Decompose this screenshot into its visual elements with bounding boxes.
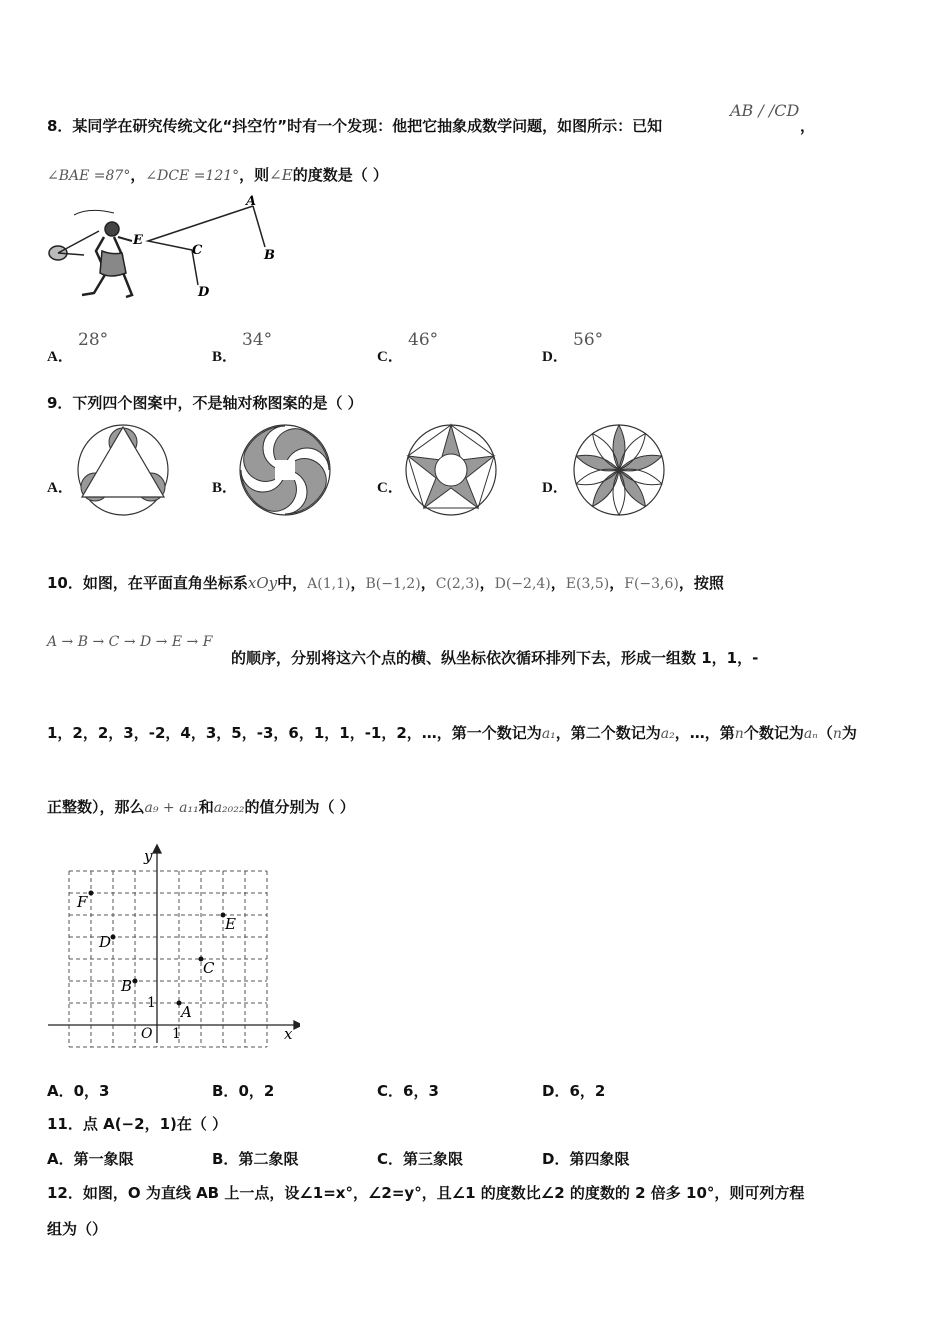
- q10-option-d[interactable]: D．6，2: [542, 1082, 606, 1100]
- q10-xoy: xOy: [247, 574, 278, 592]
- q8-label-b: B: [264, 248, 275, 263]
- q12-line1: 12．如图，O 为直线 AB 上一点，设∠1=x°，∠2=y°，且∠1 的度数比∠2 的度数的 2 倍多 10°，则可列方程: [47, 1184, 805, 1202]
- q9-pattern-d[interactable]: [571, 422, 667, 518]
- q8-angle-bae: ∠BAE =87°: [47, 168, 131, 184]
- q9-pattern-c[interactable]: [403, 422, 499, 518]
- point-layer: [76, 891, 236, 1022]
- q8-line1: 8．某同学在研究传统文化“抖空竹”时有一个发现：他把它抽象成数学问题，如图所示：已知: [47, 117, 663, 135]
- q12-line2: 组为（）: [47, 1220, 108, 1238]
- q11-option-c[interactable]: C．第三象限: [377, 1150, 464, 1168]
- q8-label-a: A: [246, 194, 257, 209]
- q8-option-b-value: 34°: [242, 330, 273, 350]
- q11-question: 11．点 A(−2，1)在（ ）: [47, 1115, 228, 1133]
- q9-pattern-a[interactable]: [75, 422, 171, 518]
- q10-option-b[interactable]: B．0，2: [212, 1082, 275, 1100]
- point-label-a: A: [181, 1003, 192, 1021]
- q10-point-b: B(−1,2): [365, 576, 421, 592]
- q11-option-b[interactable]: B．第二象限: [212, 1150, 299, 1168]
- grid-lines: [69, 871, 267, 1047]
- point-label-e: E: [225, 915, 236, 933]
- q8-option-d-label[interactable]: D．: [542, 349, 568, 365]
- q10-line2: 的顺序，分别将这六个点的横、纵坐标依次循环排列下去，形成一组数 1，1，-: [231, 649, 759, 667]
- point-label-f: F: [77, 893, 88, 911]
- q11-option-d[interactable]: D．第四象限: [542, 1150, 630, 1168]
- q10-point-c: C(2,3): [435, 576, 480, 592]
- q8-option-a-value: 28°: [78, 330, 109, 350]
- point-b: [133, 979, 138, 984]
- point-label-b: B: [121, 977, 133, 995]
- q10-point-d: D(−2,4): [494, 576, 551, 592]
- q10-point-a: A(1,1): [307, 576, 351, 592]
- q8-angle-dce: ∠DCE =121°: [145, 168, 240, 184]
- q9-pattern-b[interactable]: [237, 422, 333, 518]
- x-tick-1: 1: [172, 1026, 181, 1042]
- q11-option-a[interactable]: A．第一象限: [47, 1150, 134, 1168]
- q10-line3: 1，2，2，3，-2，4，3，5，-3，6，1，1，-1，2，…，第一个数记为a₁，第二个数记为a₂，…，第n个数记为aₙ（n为: [47, 724, 857, 742]
- q8-option-d-value: 56°: [573, 330, 604, 350]
- q8-geometry-lines: [148, 206, 265, 285]
- q8-angle-e: ∠E: [269, 166, 293, 184]
- q8-label-c: C: [192, 243, 203, 258]
- q8-option-c-value: 46°: [408, 330, 439, 350]
- q8-option-c-label[interactable]: C．: [377, 349, 403, 365]
- q8-option-a-label[interactable]: A．: [47, 349, 73, 365]
- q10-line4: 正整数），那么a₉ + a₁₁和a₂₀₂₂的值分别为（ ）: [47, 798, 355, 816]
- q9-question: 9．下列四个图案中，不是轴对称图案的是（ ）: [47, 394, 363, 412]
- origin-label: O: [141, 1026, 153, 1042]
- q8-parallel-condition: AB / /CD: [730, 101, 800, 120]
- q8-option-b-label[interactable]: B．: [212, 349, 238, 365]
- q9-option-c-label[interactable]: C．: [377, 480, 403, 496]
- q10-option-c[interactable]: C．6，3: [377, 1082, 439, 1100]
- q8-comma: ，: [800, 117, 816, 135]
- x-axis-label: x: [284, 1025, 293, 1043]
- q8-figure: [44, 193, 284, 308]
- q10-line1: 10．如图，在平面直角坐标系xOy中，A(1,1)，B(−1,2)，C(2,3)，D(−2,4)，E(3,5)，F(−3,6)，按照: [47, 574, 724, 592]
- q10-point-e: E(3,5): [565, 576, 610, 592]
- q10-coordinate-graph: [44, 843, 300, 1048]
- kongzhu-player-illustration: [49, 210, 132, 297]
- q10-sequence: A → B → C → D → E → F: [47, 634, 213, 650]
- q8-label-e: E: [133, 233, 143, 248]
- y-axis-label: y: [144, 847, 153, 865]
- q10-a2022: a₂₀₂₂: [213, 800, 245, 816]
- q8-label-d: D: [198, 285, 210, 300]
- point-label-c: C: [203, 959, 215, 977]
- y-tick-1: 1: [147, 995, 156, 1011]
- point-f: [89, 891, 94, 896]
- q9-option-d-label[interactable]: D．: [542, 480, 568, 496]
- q10-point-f: F(−3,6): [624, 576, 679, 592]
- q10-expr: a₉ + a₁₁: [144, 800, 199, 816]
- point-d: [111, 935, 116, 940]
- q9-option-b-label[interactable]: B．: [212, 480, 238, 496]
- q8-line2: ∠BAE =87°，∠DCE =121°，则∠E的度数是（ ）: [47, 166, 388, 184]
- q10-option-a[interactable]: A．0，3: [47, 1082, 110, 1100]
- axes: [48, 845, 300, 1043]
- q9-option-a-label[interactable]: A．: [47, 480, 73, 496]
- point-label-d: D: [99, 933, 112, 951]
